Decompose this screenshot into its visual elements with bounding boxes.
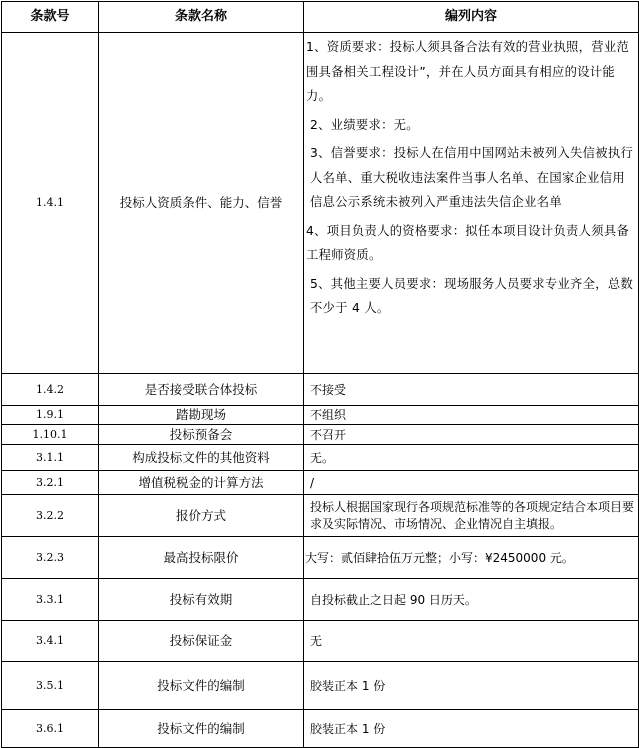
- clause-number: 3.4.1: [2, 621, 99, 662]
- table-row: [2, 710, 639, 748]
- clause-content: 不组织: [304, 406, 639, 425]
- clause-name: 踏勘现场: [99, 406, 304, 425]
- header-clause-name: 条款名称: [99, 2, 304, 33]
- clause-content: 投标人根据国家现行各项规范标准等的各项规定结合本项目要求及实际情况、市场情况、企业情况自主填报。: [304, 495, 639, 537]
- clause-number: 3.2.1: [2, 471, 99, 495]
- clause-name: 投标文件的编制: [99, 710, 304, 748]
- table-row: [2, 406, 639, 425]
- clause-number: 1.4.2: [2, 374, 99, 406]
- table-row: [2, 579, 639, 621]
- clause-name: 最高投标限价: [99, 537, 304, 579]
- header-row: [2, 2, 639, 33]
- clause-content: 不接受: [304, 374, 639, 406]
- table-row: [2, 445, 639, 471]
- table-row: [2, 537, 639, 579]
- content-paragraph: 2、业绩要求：无。: [310, 117, 419, 132]
- clause-number: 3.1.1: [2, 445, 99, 471]
- clause-number: 3.3.1: [2, 579, 99, 621]
- clause-content: 无: [304, 621, 639, 662]
- clause-number: 3.5.1: [2, 662, 99, 710]
- clause-content: 无。: [304, 445, 639, 471]
- content-paragraph: 4、项目负责人的资格要求：拟任本项目设计负责人须具备工程师资质。: [306, 223, 630, 262]
- content-paragraph: 1、资质要求：投标人须具备合法有效的营业执照，营业范围具备相关工程设计”，并在人员方面具有相应的设计能力。: [306, 40, 630, 103]
- content-paragraph: 5、其他主要人员要求：现场服务人员要求专业齐全，总数不少于 4 人。: [310, 276, 634, 315]
- clause-number: 3.2.3: [2, 537, 99, 579]
- table-row: [2, 495, 639, 537]
- clause-name: 投标预备会: [99, 425, 304, 445]
- clause-number: 3.6.1: [2, 710, 99, 748]
- content-paragraph: 3、信誉要求：投标人在信用中国网站未被列入失信被执行人名单、重大税收违法案件当事人名单、在国家企业信用信息公示系统未被列入严重违法失信企业名单: [310, 146, 634, 209]
- header-content: 编列内容: [304, 2, 639, 33]
- clause-number: 1.4.1: [2, 33, 99, 374]
- clause-name: 是否接受联合体投标: [99, 374, 304, 406]
- table-row: [2, 662, 639, 710]
- terms-table: [1, 1, 639, 748]
- clause-content: 自投标截止之日起 90 日历天。: [304, 579, 639, 621]
- clause-content: 胶装正本 1 份: [304, 710, 639, 748]
- clause-content: 大写：贰佰肆拾伍万元整；小写：¥2450000 元。: [304, 537, 639, 579]
- clause-content: 不召开: [304, 425, 639, 445]
- clause-name: 投标有效期: [99, 579, 304, 621]
- header-clause-number: 条款号: [2, 2, 99, 33]
- clause-name: 报价方式: [99, 495, 304, 537]
- table-row: [2, 425, 639, 445]
- clause-name: 增值税税金的计算方法: [99, 471, 304, 495]
- table-row: [2, 33, 639, 374]
- clause-name: 投标保证金: [99, 621, 304, 662]
- clause-name: 投标人资质条件、能力、信誉: [99, 33, 304, 374]
- clause-name: 投标文件的编制: [99, 662, 304, 710]
- table-row: [2, 374, 639, 406]
- clause-content: 胶装正本 1 份: [304, 662, 639, 710]
- clause-content: [304, 33, 639, 374]
- clause-number: 3.2.2: [2, 495, 99, 537]
- clause-number: 1.9.1: [2, 406, 99, 425]
- table-row: [2, 621, 639, 662]
- clause-name: 构成投标文件的其他资料: [99, 445, 304, 471]
- clause-content: /: [304, 471, 639, 495]
- table-row: [2, 471, 639, 495]
- clause-number: 1.10.1: [2, 425, 99, 445]
